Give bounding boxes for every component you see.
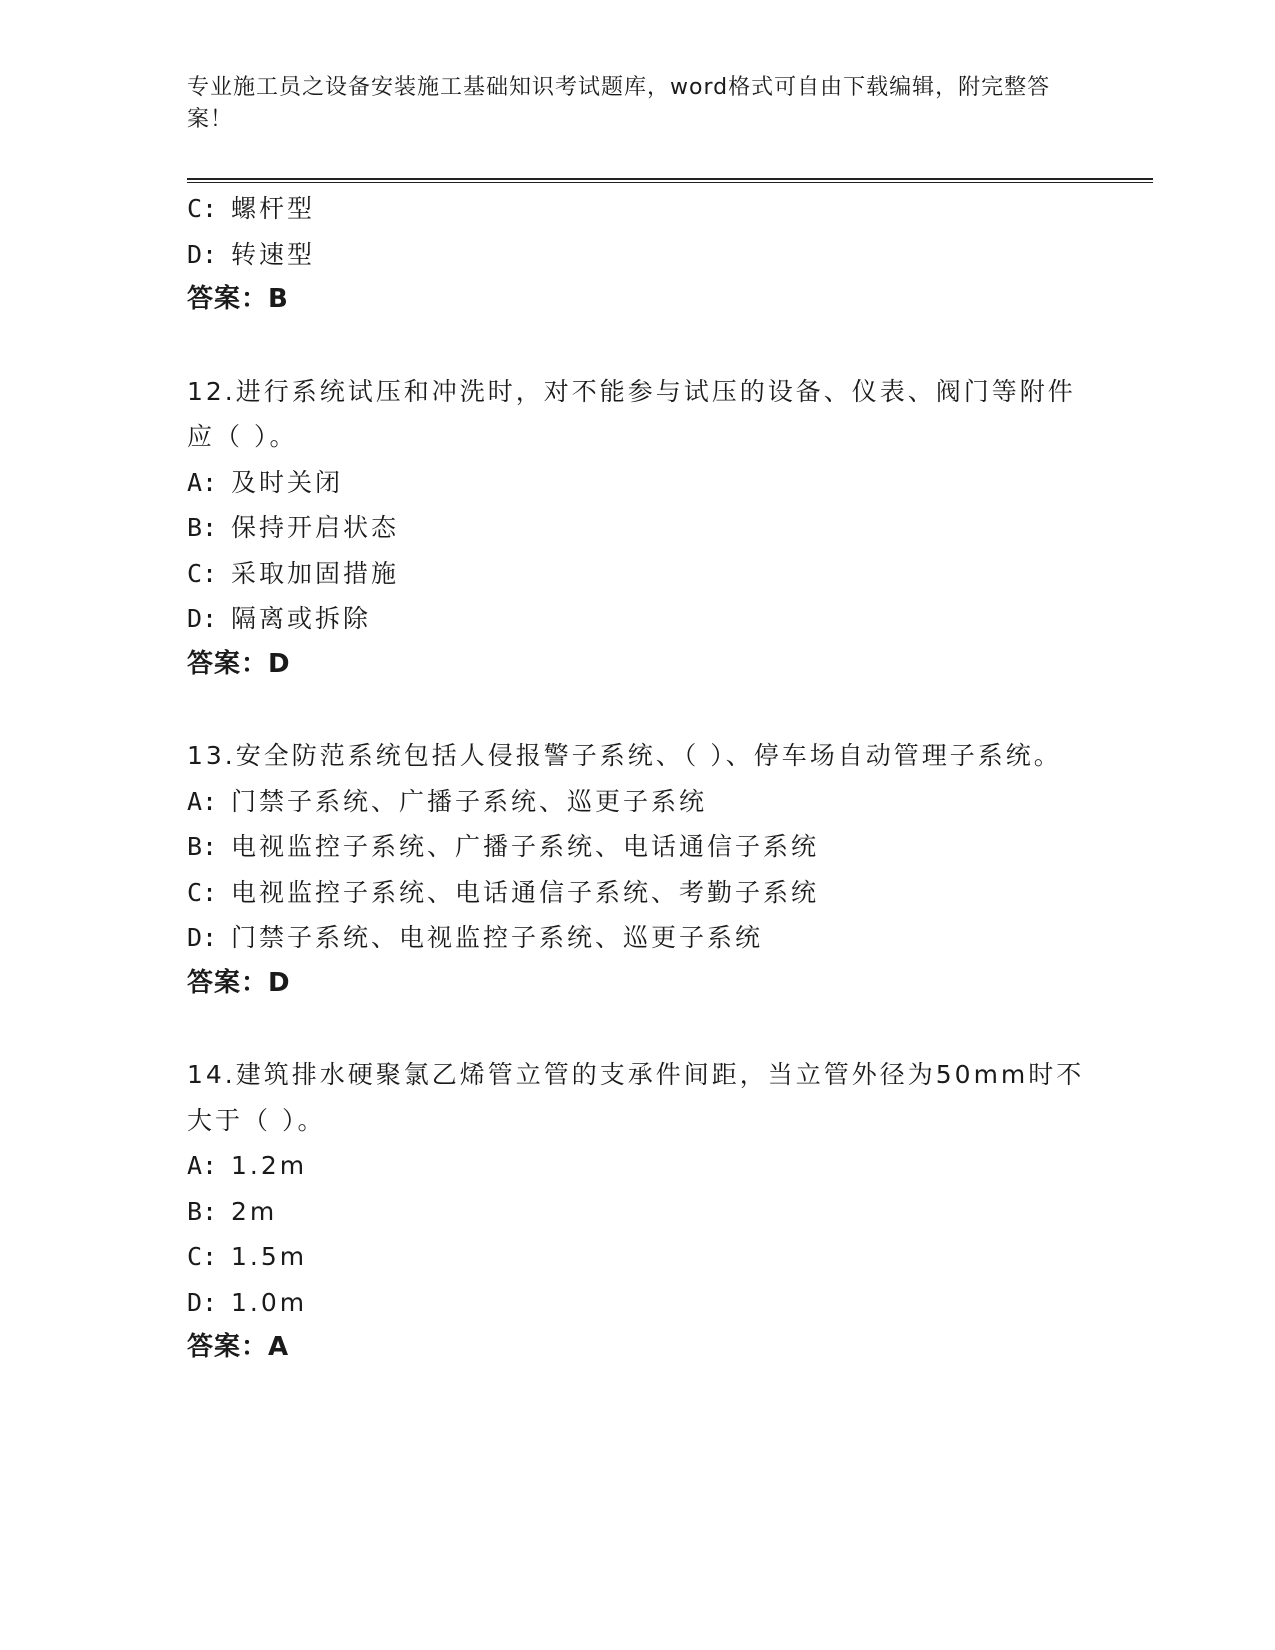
option-letter: C: (187, 194, 218, 223)
option-letter: D: (187, 239, 218, 269)
question-14 (187, 1052, 1087, 1371)
option-b (187, 824, 1087, 870)
option-text: 电视监控子系统、广播子系统、电话通信子系统 (231, 832, 820, 861)
question-12 (187, 369, 1087, 688)
option-d (187, 915, 1087, 961)
option-text: 2m (231, 1196, 278, 1226)
option-c (187, 870, 1087, 916)
option-text: 1.5m (231, 1242, 308, 1271)
answer-line: 答案：D (187, 967, 291, 998)
answer-line: 答案：B (187, 284, 289, 314)
option-letter: D: (187, 1287, 218, 1317)
option-text: 电视监控子系统、电话通信子系统、考勤子系统 (231, 877, 820, 907)
option-letter: A: (187, 786, 218, 816)
option-d (187, 596, 1087, 642)
header-divider-thin (187, 182, 1153, 183)
option-a (187, 779, 1087, 825)
question-list (187, 186, 1087, 1371)
option-c (187, 551, 1087, 597)
question-13 (187, 733, 1087, 1006)
option-text: 门禁子系统、电视监控子系统、巡更子系统 (231, 923, 764, 952)
option-text: 螺杆型 (231, 194, 316, 223)
option-text: 门禁子系统、广播子系统、巡更子系统 (231, 786, 708, 816)
option-b (187, 505, 1087, 551)
header-divider (187, 178, 1153, 180)
page-header: 专业施工员之设备安装施工基础知识考试题库，word格式可自由下载编辑，附完整答案！ (187, 75, 1051, 132)
option-text: 及时关闭 (231, 467, 344, 497)
option-letter: D: (187, 923, 218, 952)
option-d (187, 1280, 1087, 1326)
option-c (187, 186, 1087, 232)
question-stem: 14.建筑排水硬聚氯乙烯管立管的支承件间距，当立管外径为50mm时不大于（ ）。 (187, 1060, 1085, 1135)
option-text: 保持开启状态 (231, 513, 400, 542)
question-continuation (187, 186, 1087, 323)
option-letter: C: (187, 1242, 218, 1271)
option-letter: C: (187, 558, 218, 588)
option-letter: A: (187, 1151, 218, 1180)
option-c (187, 1234, 1087, 1280)
question-stem: 13.安全防范系统包括人侵报警子系统、（ ）、停车场自动管理子系统。 (187, 741, 1062, 770)
option-text: 采取加固措施 (231, 558, 400, 588)
option-a (187, 1143, 1087, 1189)
option-letter: C: (187, 877, 218, 907)
option-text: 转速型 (231, 239, 316, 269)
option-b (187, 1189, 1087, 1235)
option-letter: A: (187, 467, 218, 497)
option-letter: B: (187, 1196, 218, 1226)
option-letter: B: (187, 513, 218, 542)
answer-line: 答案：A (187, 1332, 290, 1362)
option-text: 1.0m (231, 1287, 308, 1317)
option-letter: D: (187, 604, 218, 633)
question-stem: 12.进行系统试压和冲洗时，对不能参与试压的设备、仪表、阀门等附件应（ ）。 (187, 376, 1076, 451)
option-a (187, 460, 1087, 506)
option-d (187, 232, 1087, 278)
option-text: 1.2m (231, 1151, 308, 1180)
option-letter: B: (187, 832, 218, 861)
answer-line: 答案：D (187, 648, 291, 679)
option-text: 隔离或拆除 (231, 604, 372, 633)
